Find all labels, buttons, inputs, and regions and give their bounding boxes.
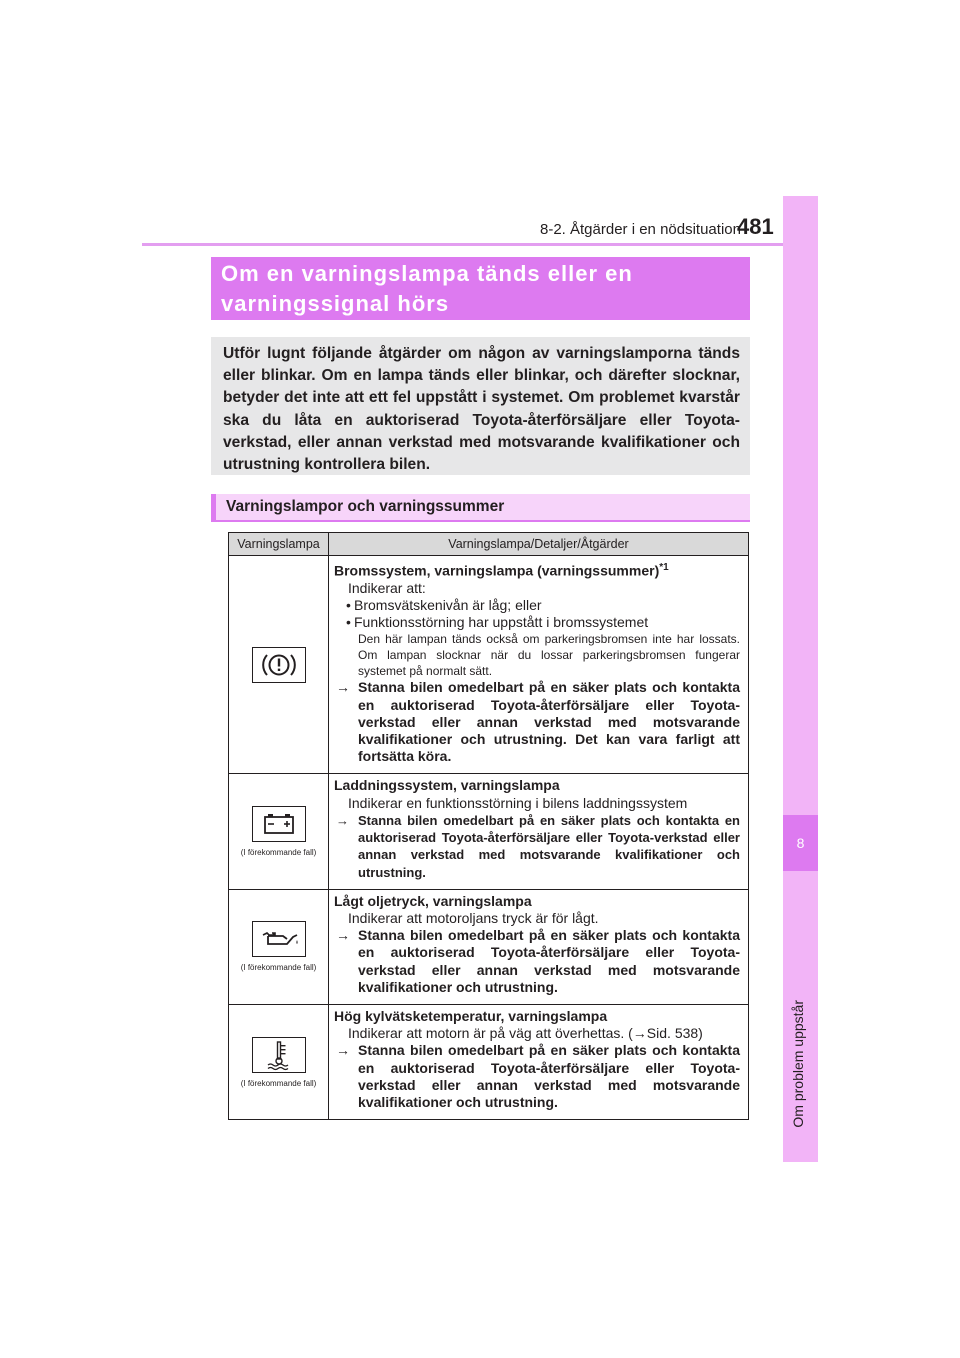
arrow-icon: → — [336, 812, 349, 828]
lamp-caption: (I förekommande fall) — [240, 1078, 317, 1088]
battery-icon — [252, 806, 306, 842]
intro-text: Utför lugnt följande åtgärder om någon av varningslamporna tänds eller blinkar. Om en lampa tänds eller blinkar, och därefter slocknar, betyder det inte att ett fel uppstått i systemet. Om problemet kvarstår ska du låta en auktoriserad Toyota-återförsäljare eller Toyota-verkstad, eller annan verkstad med motsvarande kvalifikationer och utrustning kontrollera bilen. — [211, 337, 750, 475]
lamp-details-cell — [329, 774, 749, 889]
lamp-details-cell — [329, 889, 749, 1004]
row-title-text: Bromssystem, varningslampa (varningssummer) — [334, 562, 660, 579]
header-rule — [142, 243, 818, 246]
row-line: Indikerar att motoroljans tryck är för lågt. — [348, 909, 599, 926]
column-header-lamp: Varningslampa — [229, 533, 329, 556]
lamp-details-cell — [329, 1004, 749, 1119]
lamp-icon-cell — [229, 774, 329, 889]
page-title — [211, 257, 750, 320]
arrow-icon: → — [336, 927, 350, 944]
lamp-caption: (I förekommande fall) — [240, 848, 317, 858]
row-action-text: Stanna bilen omedelbart på en säker plats och kontakta en auktoriserad Toyota-återförsäljare eller Toyota-verkstad eller annan verkstad med motsvarande kvalifikationer och utrustning. — [358, 812, 740, 880]
footnote-marker: *1 — [659, 562, 669, 573]
page-title-line-1: Om en varningslampa tänds eller en — [221, 261, 633, 286]
row-action-text: Stanna bilen omedelbart på en säker plats och kontakta en auktoriserad Toyota-återförsäljare eller Toyota-verkstad eller annan verkstad med motsvarande kvalifikationer och utrustning. Det kan vara farligt att fortsätta köra. — [358, 679, 740, 765]
section-label: 8-2. Åtgärder i en nödsituation — [540, 221, 741, 238]
row-title: Hög kylvätsketemperatur, varningslampa — [334, 1007, 608, 1024]
row-action — [334, 812, 740, 881]
row-action — [334, 679, 740, 765]
row-title: Lågt oljetryck, varningslampa — [334, 892, 532, 909]
chapter-number: 8 — [783, 815, 818, 871]
table-header-row — [229, 533, 749, 556]
lamp-icon-cell — [229, 556, 329, 774]
coolant-temperature-icon — [252, 1037, 306, 1073]
row-line: Indikerar en funktionsstörning i bilens laddningssystem — [348, 794, 688, 811]
lamp-icon-cell — [229, 1004, 329, 1119]
row-bullet: • Funktionsstörning har uppstått i bromssystemet — [334, 614, 740, 631]
row-title — [334, 559, 740, 580]
row-note: Den här lampan tänds också om parkeringsbromsen inte har lossats. Om lampan slocknar när du lossar parkeringsbromsen fungerar systemet på normalt sätt. — [358, 632, 740, 679]
row-line: Indikerar att motorn är på väg att överhettas. (→Sid. 538) — [348, 1025, 703, 1042]
row-action — [334, 927, 740, 996]
page-title-line-2: varningssignal hörs — [221, 291, 450, 316]
arrow-icon: → — [336, 1042, 350, 1059]
row-bullet: • Bromsvätskenivån är låg; eller — [334, 597, 740, 614]
row-action — [334, 1042, 740, 1111]
column-header-details: Varningslampa/Detaljer/Åtgärder — [329, 533, 749, 556]
brake-warning-icon — [252, 647, 306, 683]
table-row — [229, 774, 749, 889]
warning-lamp-table — [228, 532, 749, 1120]
row-action-text: Stanna bilen omedelbart på en säker plats och kontakta en auktoriserad Toyota-återförsäljare eller Toyota-verkstad eller annan verkstad med motsvarande kvalifikationer och utrustning. — [358, 1042, 740, 1110]
page-number: 481 — [737, 214, 774, 239]
oil-can-icon — [252, 921, 306, 957]
lamp-caption: (I förekommande fall) — [240, 963, 317, 973]
row-title: Laddningssystem, varningslampa — [334, 777, 560, 794]
subheading: Varningslampor och varningssummer — [211, 494, 750, 522]
lamp-icon-cell — [229, 889, 329, 1004]
table-row — [229, 889, 749, 1004]
row-line: Indikerar att: — [348, 579, 426, 596]
table-row — [229, 556, 749, 774]
chapter-title: Om problem uppstår — [790, 1000, 806, 1128]
lamp-details-cell — [329, 556, 749, 774]
arrow-icon: → — [336, 679, 350, 696]
row-action-text: Stanna bilen omedelbart på en säker plats och kontakta en auktoriserad Toyota-återförsäljare eller Toyota-verkstad eller annan verkstad med motsvarande kvalifikationer och utrustning. — [358, 927, 740, 995]
table-row — [229, 1004, 749, 1119]
